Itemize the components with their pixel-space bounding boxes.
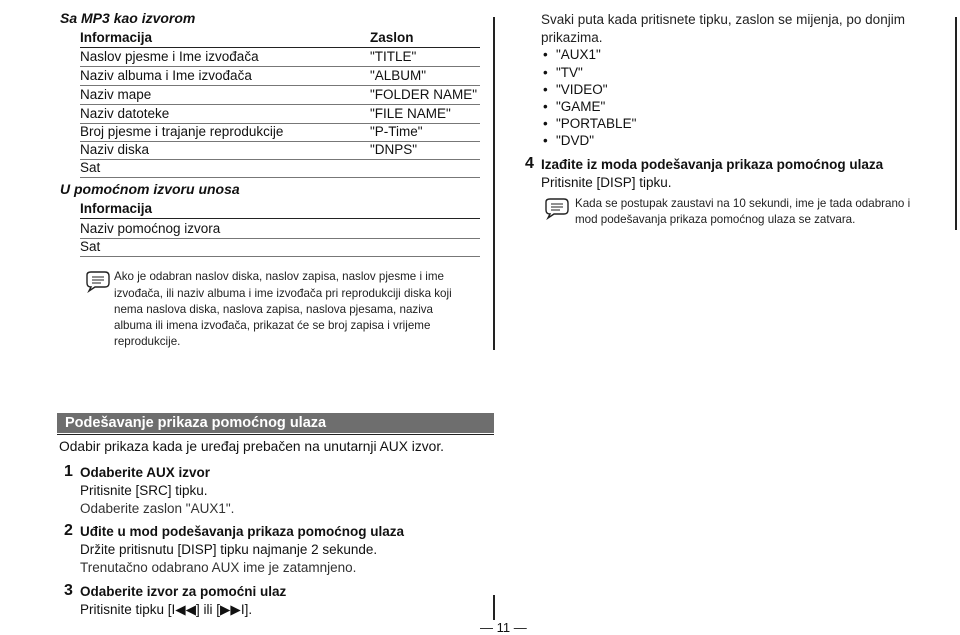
section-underline bbox=[57, 434, 494, 435]
bullet-icon: • bbox=[543, 116, 548, 131]
column-divider-top bbox=[493, 17, 495, 350]
right-intro-line: Svaki puta kada pritisnete tipku, zaslon se mijenja, po donjim bbox=[541, 12, 905, 27]
bullet-icon: • bbox=[543, 47, 548, 62]
note-line: nema naslova diska, naslova zapisa, naslova pjesama, naziva bbox=[114, 303, 434, 316]
table-row-display: "TITLE" bbox=[370, 49, 417, 64]
table-row-display: "DNPS" bbox=[370, 142, 418, 157]
table-header-info: Informacija bbox=[80, 201, 153, 216]
list-item: "DVD" bbox=[556, 133, 595, 148]
table-rule bbox=[80, 256, 480, 257]
page-number: — 11 — bbox=[480, 620, 527, 635]
note-icon bbox=[83, 269, 113, 293]
table-row-info: Sat bbox=[80, 160, 101, 175]
table-row-display: "FILE NAME" bbox=[370, 106, 451, 121]
section-title: Podešavanje prikaza pomoćnog ulaza bbox=[57, 413, 494, 433]
step-number: 4 bbox=[525, 155, 534, 172]
table-rule bbox=[80, 218, 480, 219]
bullet-icon: • bbox=[543, 99, 548, 114]
note-icon bbox=[542, 196, 572, 220]
table-row-info: Broj pjesme i trajanje reprodukcije bbox=[80, 124, 284, 139]
note-line: izvođača, ili naziv albuma i ime izvođača pri reprodukciji diska koji bbox=[114, 287, 452, 300]
table-row-display: "ALBUM" bbox=[370, 68, 427, 83]
table-rule bbox=[80, 238, 480, 239]
bullet-icon: • bbox=[543, 82, 548, 97]
note-line: mod podešavanja prikaza pomoćnog ulaza se zatvara. bbox=[575, 213, 856, 226]
list-item: "TV" bbox=[556, 65, 583, 80]
step-title: Izađite iz moda podešavanja prikaza pomoćnog ulaza bbox=[541, 157, 884, 172]
step-title: Odaberite izvor za pomoćni ulaz bbox=[80, 584, 287, 599]
table-row-info: Sat bbox=[80, 239, 101, 254]
step-line: Odaberite zaslon "AUX1". bbox=[80, 501, 235, 516]
table-row-info: Naslov pjesme i Ime izvođača bbox=[80, 49, 259, 64]
step-line: Pritisnite [DISP] tipku. bbox=[541, 175, 672, 190]
table-row-info: Naziv albuma i Ime izvođača bbox=[80, 68, 252, 83]
note-line: Ako je odabran naslov diska, naslov zapisa, naslov pjesme i ime bbox=[114, 270, 444, 283]
table-header-display: Zaslon bbox=[370, 30, 414, 45]
step-line: Pritisnite [SRC] tipku. bbox=[80, 483, 208, 498]
right-intro-line: prikazima. bbox=[541, 30, 603, 45]
step-number: 3 bbox=[64, 582, 73, 599]
column-divider-bottom bbox=[493, 595, 495, 620]
step-number: 2 bbox=[64, 522, 73, 539]
list-item: "GAME" bbox=[556, 99, 606, 114]
mp3-heading: Sa MP3 kao izvorom bbox=[60, 10, 196, 26]
section-intro: Odabir prikaza kada je uređaj prebačen na unutarnji AUX izvor. bbox=[59, 439, 445, 454]
note-line: albuma ili imena izvođača, prikazat će se broj zapisa i vrijeme bbox=[114, 319, 431, 332]
step-line: Držite pritisnutu [DISP] tipku najmanje 2 sekunde. bbox=[80, 542, 378, 557]
step-line: Trenutačno odabrano AUX ime je zatamnjeno. bbox=[80, 560, 357, 575]
note-line: Kada se postupak zaustavi na 10 sekundi, ime je tada odabrano i bbox=[575, 197, 911, 210]
table-row-display: "P-Time" bbox=[370, 124, 423, 139]
step-title: Uđite u mod podešavanja prikaza pomoćnog ulaza bbox=[80, 524, 405, 539]
table-rule bbox=[80, 159, 480, 160]
list-item: "VIDEO" bbox=[556, 82, 608, 97]
step-title: Odaberite AUX izvor bbox=[80, 465, 211, 480]
table-row-display: "FOLDER NAME" bbox=[370, 87, 478, 102]
note-line: reprodukcije. bbox=[114, 335, 181, 348]
list-item: "AUX1" bbox=[556, 47, 601, 62]
table-row-info: Naziv diska bbox=[80, 142, 150, 157]
right-edge-bar bbox=[955, 17, 957, 230]
table-header-info: Informacija bbox=[80, 30, 153, 45]
table-row-info: Naziv datoteke bbox=[80, 106, 170, 121]
step-line: Pritisnite tipku [I◀◀] ili [▶▶I]. bbox=[80, 602, 253, 617]
bullet-icon: • bbox=[543, 133, 548, 148]
aux-heading: U pomoćnom izvoru unosa bbox=[60, 181, 240, 197]
bullet-icon: • bbox=[543, 65, 548, 80]
table-rule bbox=[80, 177, 480, 178]
table-row-info: Naziv pomoćnog izvora bbox=[80, 221, 221, 236]
step-number: 1 bbox=[64, 463, 73, 480]
list-item: "PORTABLE" bbox=[556, 116, 637, 131]
table-row-info: Naziv mape bbox=[80, 87, 152, 102]
